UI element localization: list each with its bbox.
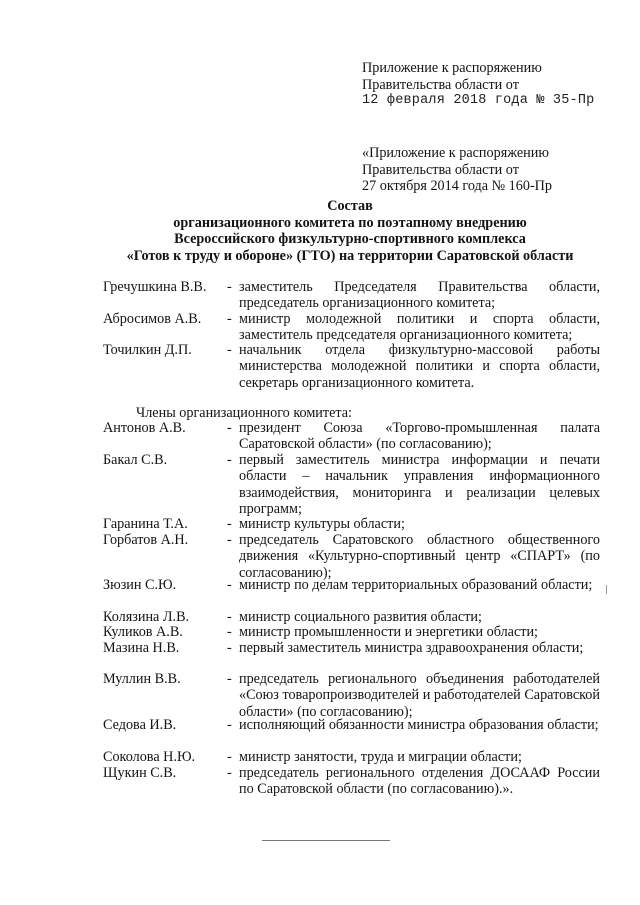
person-role: министр занятости, труда и миграции области; (239, 749, 522, 765)
title-line1: Состав (327, 198, 373, 214)
title-line2: организационного комитета по поэтапному внедрению (173, 214, 527, 231)
person-role: председатель регионального отделения ДОСААФ России по Саратовской области (по согласованию).». (239, 765, 600, 798)
person-role: председатель регионального объединения работодателей «Союз товаропроизводителей и работодателей Саратовской области» (по согласованию); (239, 671, 600, 720)
closing-rule (262, 840, 390, 841)
title-line4: «Готов к труду и обороне» (ГТО) на территории Саратовской области (126, 247, 574, 264)
person-role: министр культуры области; (239, 516, 405, 532)
members-heading: Члены организационного комитета: (136, 405, 352, 421)
person-name: Куликов А.В. (103, 624, 183, 640)
separator-dash: - (227, 311, 232, 327)
separator-dash: - (227, 342, 232, 358)
separator-dash: - (227, 640, 232, 656)
separator-dash: - (227, 671, 232, 687)
person-name: Зюзин С.Ю. (103, 577, 177, 593)
person-name: Щукин С.В. (103, 765, 177, 781)
appendix-current-date-stamp: 12 февраля 2018 года № 35-Пр (362, 93, 595, 108)
person-role: министр молодежной политики и спорта области, заместитель председателя организационного комитета; (239, 311, 600, 344)
separator-dash: - (227, 624, 232, 640)
person-name: Точилкин Д.П. (103, 342, 192, 358)
person-role: министр по делам территориальных образований области; (239, 577, 593, 593)
person-role: президент Союза «Торгово-промышленная палата Саратовской области» (по согласованию); (239, 420, 600, 453)
separator-dash: - (227, 609, 232, 625)
appendix-original-line1: «Приложение к распоряжению (362, 145, 549, 161)
person-role: первый заместитель министра информации и печати области – начальник управления информационного взаимодействия, мониторинга и реализации целевых программ; (239, 452, 600, 517)
document-title (100, 198, 600, 264)
person-name: Горбатов А.Н. (103, 532, 189, 548)
person-role: исполняющий обязанности министра образования области; (239, 717, 599, 733)
separator-dash: - (227, 532, 232, 548)
person-role: министр социального развития области; (239, 609, 482, 625)
appendix-original-line2: Правительства области от (362, 161, 519, 178)
title-line3: Всероссийского физкультурно-спортивного комплекса (174, 231, 526, 247)
separator-dash: - (227, 765, 232, 781)
person-name: Колязина Л.В. (103, 609, 190, 625)
scan-artifact (606, 585, 607, 594)
person-name: Мазина Н.В. (103, 640, 180, 656)
separator-dash: - (227, 420, 232, 436)
person-role: начальник отдела физкультурно-массовой работы министерства молодежной политики и спорта области, секретарь организационного комитета. (239, 342, 600, 391)
separator-dash: - (227, 452, 232, 468)
person-name: Гаранина Т.А. (103, 516, 188, 532)
separator-dash: - (227, 577, 232, 593)
appendix-original-line3: 27 октября 2014 года № 160-Пр (362, 178, 553, 194)
appendix-current-line1: Приложение к распоряжению (362, 60, 542, 76)
person-role: первый заместитель министра здравоохранения области; (239, 640, 584, 656)
separator-dash: - (227, 516, 232, 532)
appendix-current-line2: Правительства области от (362, 76, 519, 93)
person-name: Абросимов А.В. (103, 311, 202, 327)
person-name: Седова И.В. (103, 717, 177, 733)
person-name: Соколова Н.Ю. (103, 749, 196, 765)
separator-dash: - (227, 717, 232, 733)
person-name: Муллин В.В. (103, 671, 181, 687)
person-name: Бакал С.В. (103, 452, 168, 468)
person-role: председатель Саратовского областного общественного движения «Культурно-спортивный центр «СПАРТ» (по согласованию); (239, 532, 600, 581)
person-name: Антонов А.В. (103, 420, 186, 436)
person-role: министр промышленности и энергетики области; (239, 624, 538, 640)
person-role: заместитель Председателя Правительства области, председатель организационного комитета; (239, 279, 600, 312)
separator-dash: - (227, 749, 232, 765)
appendix-original (362, 145, 552, 195)
separator-dash: - (227, 279, 232, 295)
person-name: Гречушкина В.В. (103, 279, 207, 295)
appendix-current (362, 60, 594, 110)
